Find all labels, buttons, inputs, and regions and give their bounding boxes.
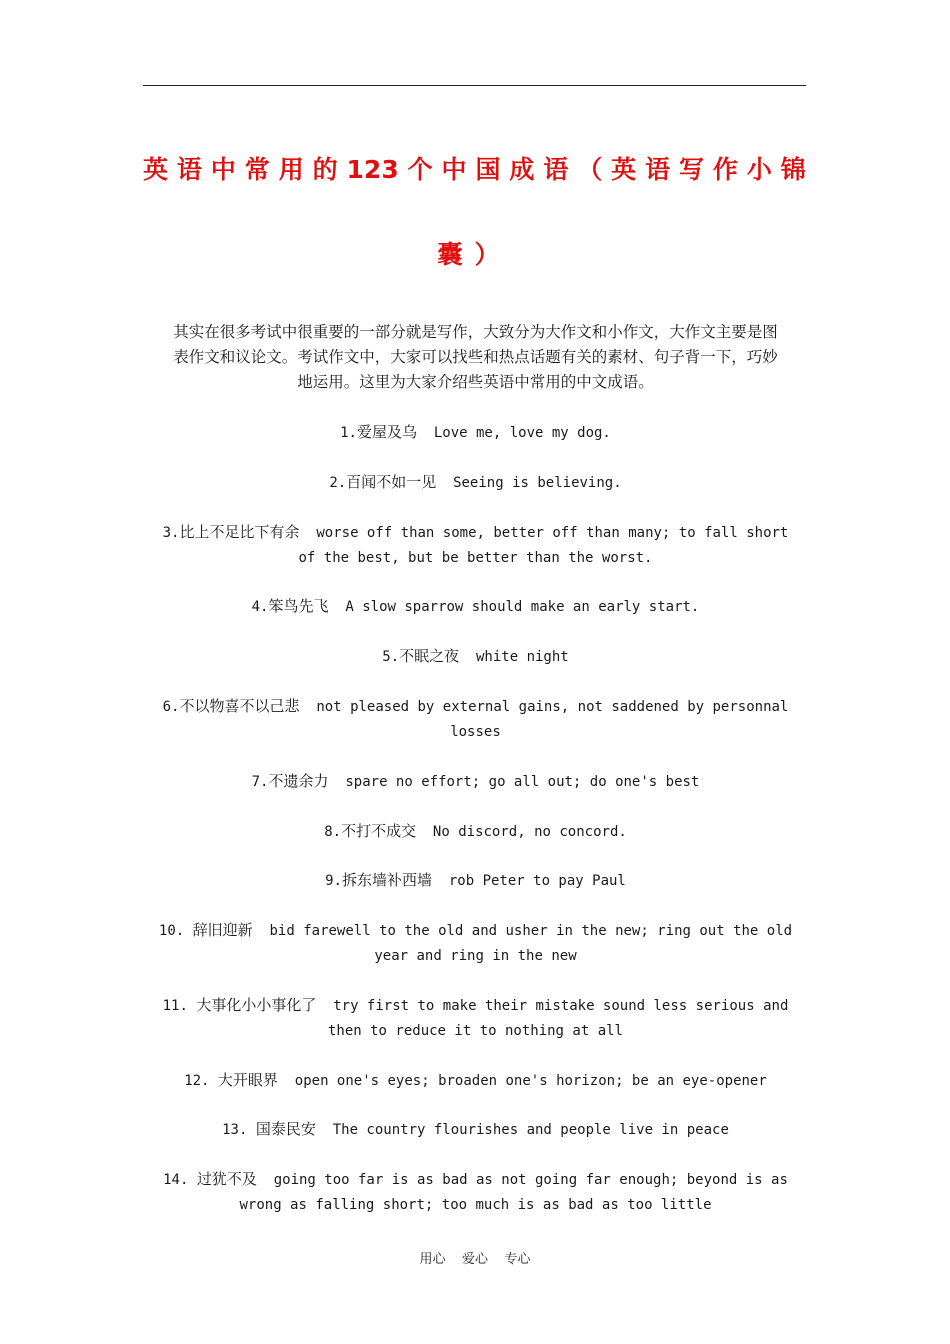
title-char: 作 — [712, 155, 738, 184]
idiom-chinese: 笨鸟先飞 — [268, 597, 329, 615]
idiom-english: No discord, no concord. — [416, 824, 627, 840]
idiom-line — [148, 993, 803, 1019]
title-char: 中 — [441, 155, 467, 184]
idiom-number: 11. — [162, 998, 197, 1014]
idiom-entry — [148, 644, 803, 670]
title-char: 语 — [176, 155, 202, 184]
idiom-entry — [148, 769, 803, 795]
idiom-chinese: 过犹不及 — [196, 1170, 257, 1188]
idiom-entry — [148, 993, 803, 1044]
idiom-chinese: 爱屋及乌 — [356, 423, 417, 441]
title-char: 小 — [746, 155, 772, 184]
idiom-chinese: 辞旧迎新 — [192, 921, 253, 939]
idiom-english: white night — [459, 649, 569, 665]
intro-line: 地运用。这里为大家介绍些英语中常用的中文成语。 — [297, 373, 654, 391]
title-char: 123 — [346, 155, 399, 184]
intro-line: 其实在很多考试中很重要的一部分就是写作，大致分为大作文和小作文，大作文主要是图 — [173, 323, 778, 341]
idiom-entry — [148, 1117, 803, 1143]
title-char: 用 — [278, 155, 304, 184]
idiom-entry — [148, 1167, 803, 1218]
idiom-number: 5. — [382, 649, 400, 665]
idiom-english: try first to make their mistake sound less serious and — [316, 998, 789, 1014]
idiom-english: spare no effort; go all out; do one's best — [328, 774, 700, 790]
idiom-line — [148, 918, 803, 944]
idiom-line — [148, 644, 803, 670]
idiom-number: 10. — [158, 923, 193, 939]
idiom-chinese: 国泰民安 — [255, 1120, 316, 1138]
idiom-chinese: 比上不足比下有余 — [179, 523, 300, 541]
idiom-english: open one's eyes; broaden one's horizon; be an eye-opener — [277, 1073, 767, 1089]
title-char: 个 — [407, 155, 433, 184]
idiom-line — [148, 1068, 803, 1094]
idiom-entry — [148, 470, 803, 496]
idiom-entry — [148, 420, 803, 446]
title-char: 语 — [543, 155, 569, 184]
title-char: 国 — [475, 155, 501, 184]
idiom-chinese: 不以物喜不以己悲 — [179, 697, 300, 715]
idiom-number: 2. — [329, 475, 347, 491]
idiom-english: bid farewell to the old and usher in the new; ring out the old — [252, 923, 793, 939]
idiom-chinese: 不眠之夜 — [399, 647, 460, 665]
title-char: 成 — [509, 155, 535, 184]
idiom-line — [148, 769, 803, 795]
title-char: 英 — [143, 155, 169, 184]
idiom-number: 7. — [251, 774, 269, 790]
idiom-number: 3. — [162, 525, 180, 541]
idiom-english: worse off than some, better off than many; to fall short — [299, 525, 789, 541]
idiom-english: rob Peter to pay Paul — [432, 873, 626, 889]
idiom-english: Love me, love my dog. — [417, 425, 611, 441]
idiom-number: 12. — [184, 1073, 218, 1089]
title-char: 写 — [679, 155, 705, 184]
title-char: 中 — [210, 155, 236, 184]
page-footer: 用心 爱心 专心 — [419, 1252, 531, 1267]
idiom-english: A slow sparrow should make an early start. — [328, 599, 700, 615]
title-char: 常 — [244, 155, 270, 184]
idiom-line — [148, 868, 803, 894]
idiom-number: 1. — [340, 425, 357, 441]
intro-paragraph — [148, 320, 803, 395]
idiom-english-continued: wrong as falling short; too much is as bad as too little — [239, 1197, 712, 1213]
idiom-english: not pleased by external gains, not saddened by personnal — [299, 699, 789, 715]
idiom-entry — [148, 694, 803, 745]
title-char: 的 — [312, 155, 338, 184]
idiom-line — [148, 594, 803, 620]
idiom-entry — [148, 819, 803, 845]
idiom-line — [148, 694, 803, 720]
idiom-entry — [148, 594, 803, 620]
idiom-chinese: 大事化小小事化了 — [196, 996, 317, 1014]
idiom-line — [148, 1117, 803, 1143]
title-char: 英 — [611, 155, 637, 184]
intro-line: 表作文和议论文。考试作文中，大家可以找些和热点话题有关的素材、句子背一下，巧妙 — [173, 348, 778, 366]
idiom-english: The country flourishes and people live in peace — [315, 1122, 729, 1138]
idiom-chinese: 大开眼界 — [217, 1071, 278, 1089]
idiom-line — [148, 470, 803, 496]
title-char: （ — [577, 155, 603, 184]
idiom-english: going too far is as bad as not going far enough; beyond is as — [256, 1172, 788, 1188]
idiom-entry — [148, 918, 803, 969]
idiom-number: 14. — [163, 1172, 197, 1188]
idiom-line — [148, 520, 803, 546]
idiom-line — [148, 1167, 803, 1193]
document-title-line-1 — [143, 155, 806, 185]
idiom-english-continued: then to reduce it to nothing at all — [327, 1023, 623, 1039]
document-title-line-2: 囊） — [437, 240, 512, 269]
idiom-chinese: 不遗余力 — [268, 772, 329, 790]
idiom-english-continued: year and ring in the new — [374, 948, 577, 964]
idiom-line — [148, 819, 803, 845]
idiom-number: 4. — [251, 599, 269, 615]
idiom-entry — [148, 1068, 803, 1094]
idiom-chinese: 不打不成交 — [341, 822, 417, 840]
idiom-number: 13. — [222, 1122, 256, 1138]
idiom-entry — [148, 520, 803, 571]
title-char: 语 — [645, 155, 671, 184]
header-rule — [143, 85, 806, 86]
idiom-number: 9. — [325, 873, 342, 889]
idiom-chinese: 百闻不如一见 — [346, 473, 437, 491]
idiom-english-continued: losses — [450, 724, 501, 740]
idiom-number: 8. — [324, 824, 342, 840]
idiom-line — [148, 420, 803, 446]
idiom-english-continued: of the best, but be better than the worst. — [298, 550, 653, 566]
idiom-chinese: 拆东墙补西墙 — [341, 871, 432, 889]
idiom-number: 6. — [162, 699, 180, 715]
idiom-english: Seeing is believing. — [436, 475, 622, 491]
title-char: 锦 — [780, 155, 806, 184]
idiom-entry — [148, 868, 803, 894]
